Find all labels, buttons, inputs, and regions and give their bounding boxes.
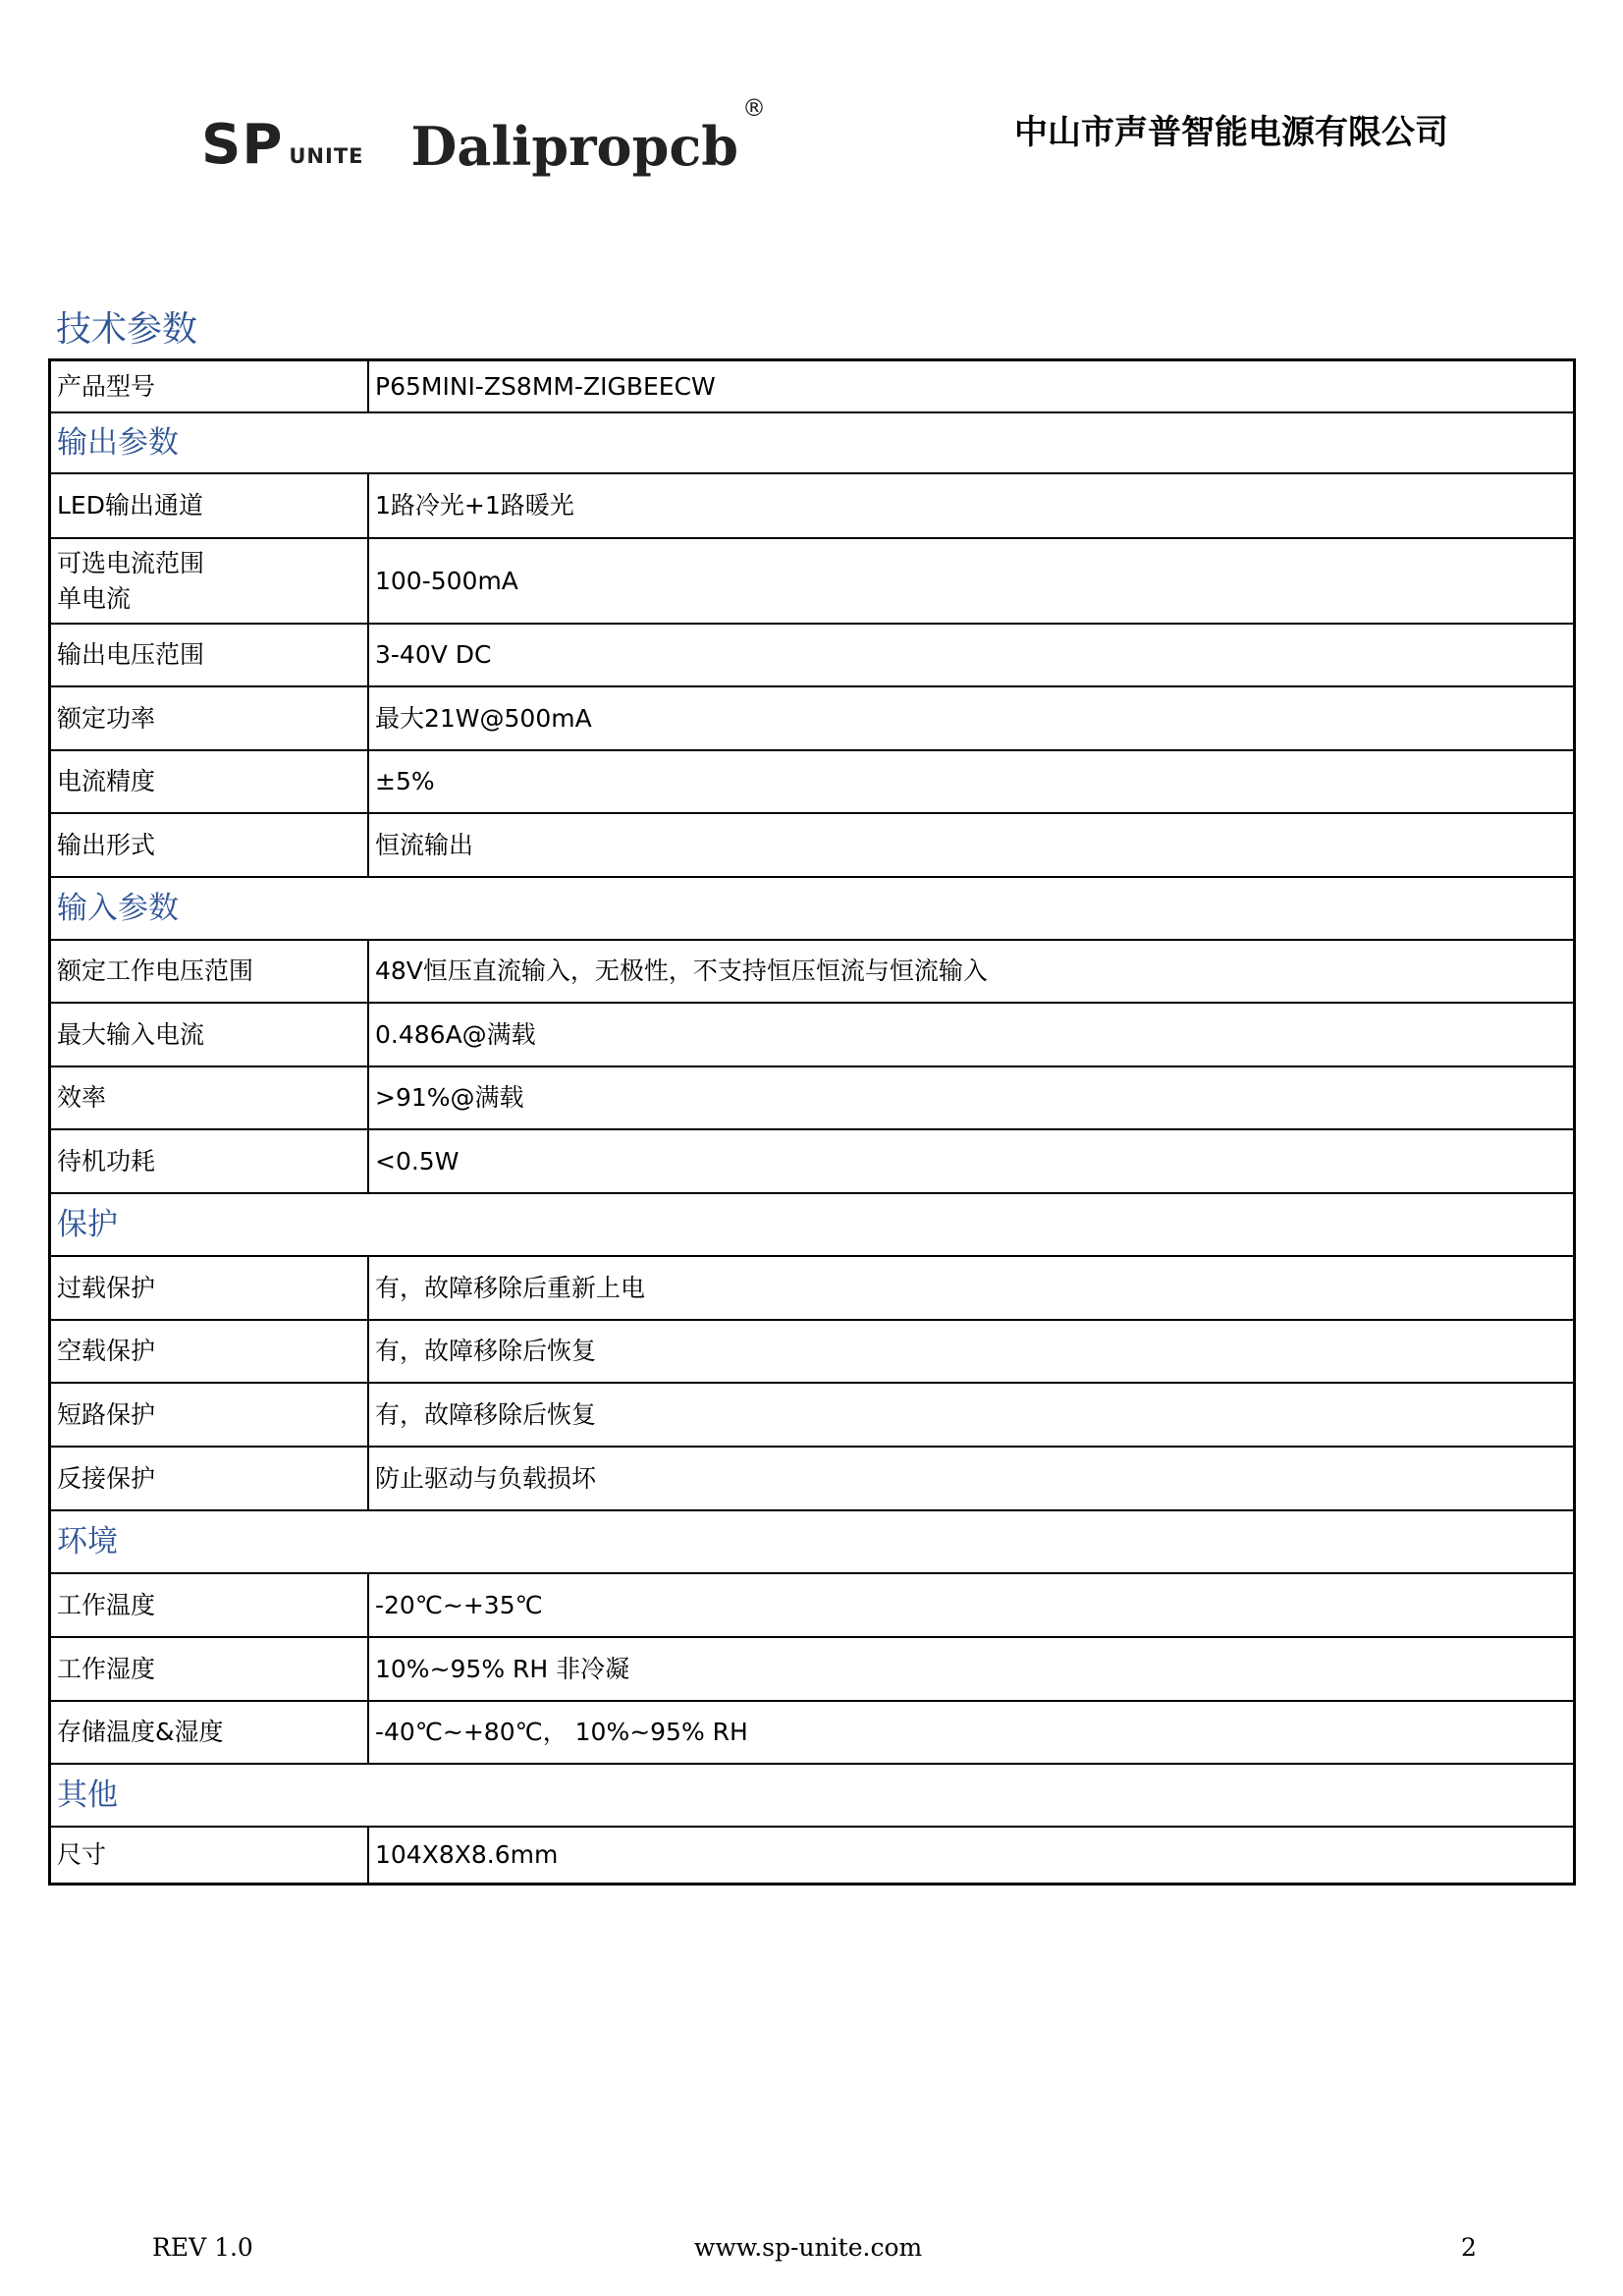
row-value: 0.486A@满载 xyxy=(375,1019,536,1049)
row-label: 存储温度&湿度 xyxy=(51,1702,369,1763)
row-label: 工作温度 xyxy=(51,1574,369,1636)
row-label: 输出形式 xyxy=(51,814,369,876)
table-row xyxy=(51,361,1573,411)
row-label: 短路保护 xyxy=(51,1384,369,1446)
section-title: 输入参数 xyxy=(57,891,179,926)
row-value: 10%~95% RH 非冷凝 xyxy=(375,1654,630,1683)
row-value: 最大21W@500mA xyxy=(375,703,592,733)
website-text: www.sp-unite.com xyxy=(694,2233,923,2262)
logo-unite-text: UNITE xyxy=(289,144,364,168)
row-label: 工作湿度 xyxy=(51,1638,369,1700)
row-label: 反接保护 xyxy=(51,1448,369,1509)
section-row xyxy=(51,1509,1573,1572)
section-row xyxy=(51,411,1573,472)
row-label: 额定工作电压范围 xyxy=(51,941,369,1002)
row-label: 过载保护 xyxy=(51,1257,369,1319)
table-row xyxy=(51,685,1573,749)
table-row xyxy=(51,1382,1573,1446)
table-row xyxy=(51,812,1573,876)
table-row xyxy=(51,537,1573,623)
table-row xyxy=(51,1446,1573,1509)
table-row xyxy=(51,1128,1573,1192)
row-value: -40℃~+80℃， 10%~95% RH xyxy=(375,1718,748,1746)
table-row xyxy=(51,1255,1573,1319)
section-title: 环境 xyxy=(57,1524,118,1559)
section-title: 保护 xyxy=(57,1207,118,1242)
table-row xyxy=(51,1636,1573,1700)
row-value: 48V恒压直流输入，无极性，不支持恒压恒流与恒流输入 xyxy=(375,957,988,985)
section-row xyxy=(51,1763,1573,1826)
table-row xyxy=(51,1700,1573,1763)
brand-logo xyxy=(201,94,766,178)
row-value: 恒流输出 xyxy=(375,830,474,859)
table-row xyxy=(51,1319,1573,1382)
table-row xyxy=(51,1002,1573,1066)
row-label: 额定功率 xyxy=(51,687,369,749)
revision-label: REV 1.0 xyxy=(152,2233,253,2262)
logo-brand-text: Dalipropcb xyxy=(410,115,738,178)
row-value: 100-500mA xyxy=(375,566,518,595)
row-label: 空载保护 xyxy=(51,1321,369,1382)
company-name: 中山市声普智能电源有限公司 xyxy=(1014,113,1448,152)
table-row xyxy=(51,749,1573,812)
row-value: 有，故障移除后恢复 xyxy=(375,1399,597,1429)
logo-sp-text: SP xyxy=(201,113,284,177)
row-label: 效率 xyxy=(51,1067,369,1128)
table-row xyxy=(51,472,1573,537)
row-label: 待机功耗 xyxy=(51,1130,369,1192)
row-value: P65MINI-ZS8MM-ZIGBEECW xyxy=(375,371,716,401)
table-row xyxy=(51,1572,1573,1636)
row-label: 最大输入电流 xyxy=(51,1004,369,1066)
table-row xyxy=(51,1066,1573,1128)
row-value: 防止驱动与负载损坏 xyxy=(375,1463,597,1493)
row-value: 3-40V DC xyxy=(375,640,492,669)
table-row xyxy=(51,623,1573,685)
row-label: 尺寸 xyxy=(51,1828,369,1883)
section-title: 输出参数 xyxy=(57,425,179,461)
registered-mark: ® xyxy=(741,94,766,122)
table-row xyxy=(51,939,1573,1002)
row-value: <0.5W xyxy=(375,1146,460,1175)
row-label-line: 可选电流范围 xyxy=(57,548,205,577)
row-label: 产品型号 xyxy=(51,361,369,411)
row-value: 有，故障移除后恢复 xyxy=(375,1337,597,1365)
section-row xyxy=(51,1192,1573,1255)
row-value: -20℃~+35℃ xyxy=(375,1590,543,1619)
row-label: 输出电压范围 xyxy=(51,625,369,685)
row-value: ±5% xyxy=(375,767,435,795)
row-value: 104X8X8.6mm xyxy=(375,1840,559,1869)
row-label xyxy=(51,539,369,623)
row-label: LED输出通道 xyxy=(51,474,369,537)
page-number: 2 xyxy=(1461,2233,1477,2262)
row-label: 电流精度 xyxy=(51,751,369,812)
section-title: 其他 xyxy=(57,1777,118,1813)
row-value: >91%@满载 xyxy=(375,1083,524,1112)
row-value: 1路冷光+1路暖光 xyxy=(375,491,574,519)
row-value: 有，故障移除后重新上电 xyxy=(375,1273,646,1302)
document-title: 技术参数 xyxy=(56,309,198,350)
table-row xyxy=(51,1826,1573,1883)
spec-table xyxy=(48,358,1576,1886)
section-row xyxy=(51,876,1573,939)
row-label-line: 单电流 xyxy=(57,583,132,613)
